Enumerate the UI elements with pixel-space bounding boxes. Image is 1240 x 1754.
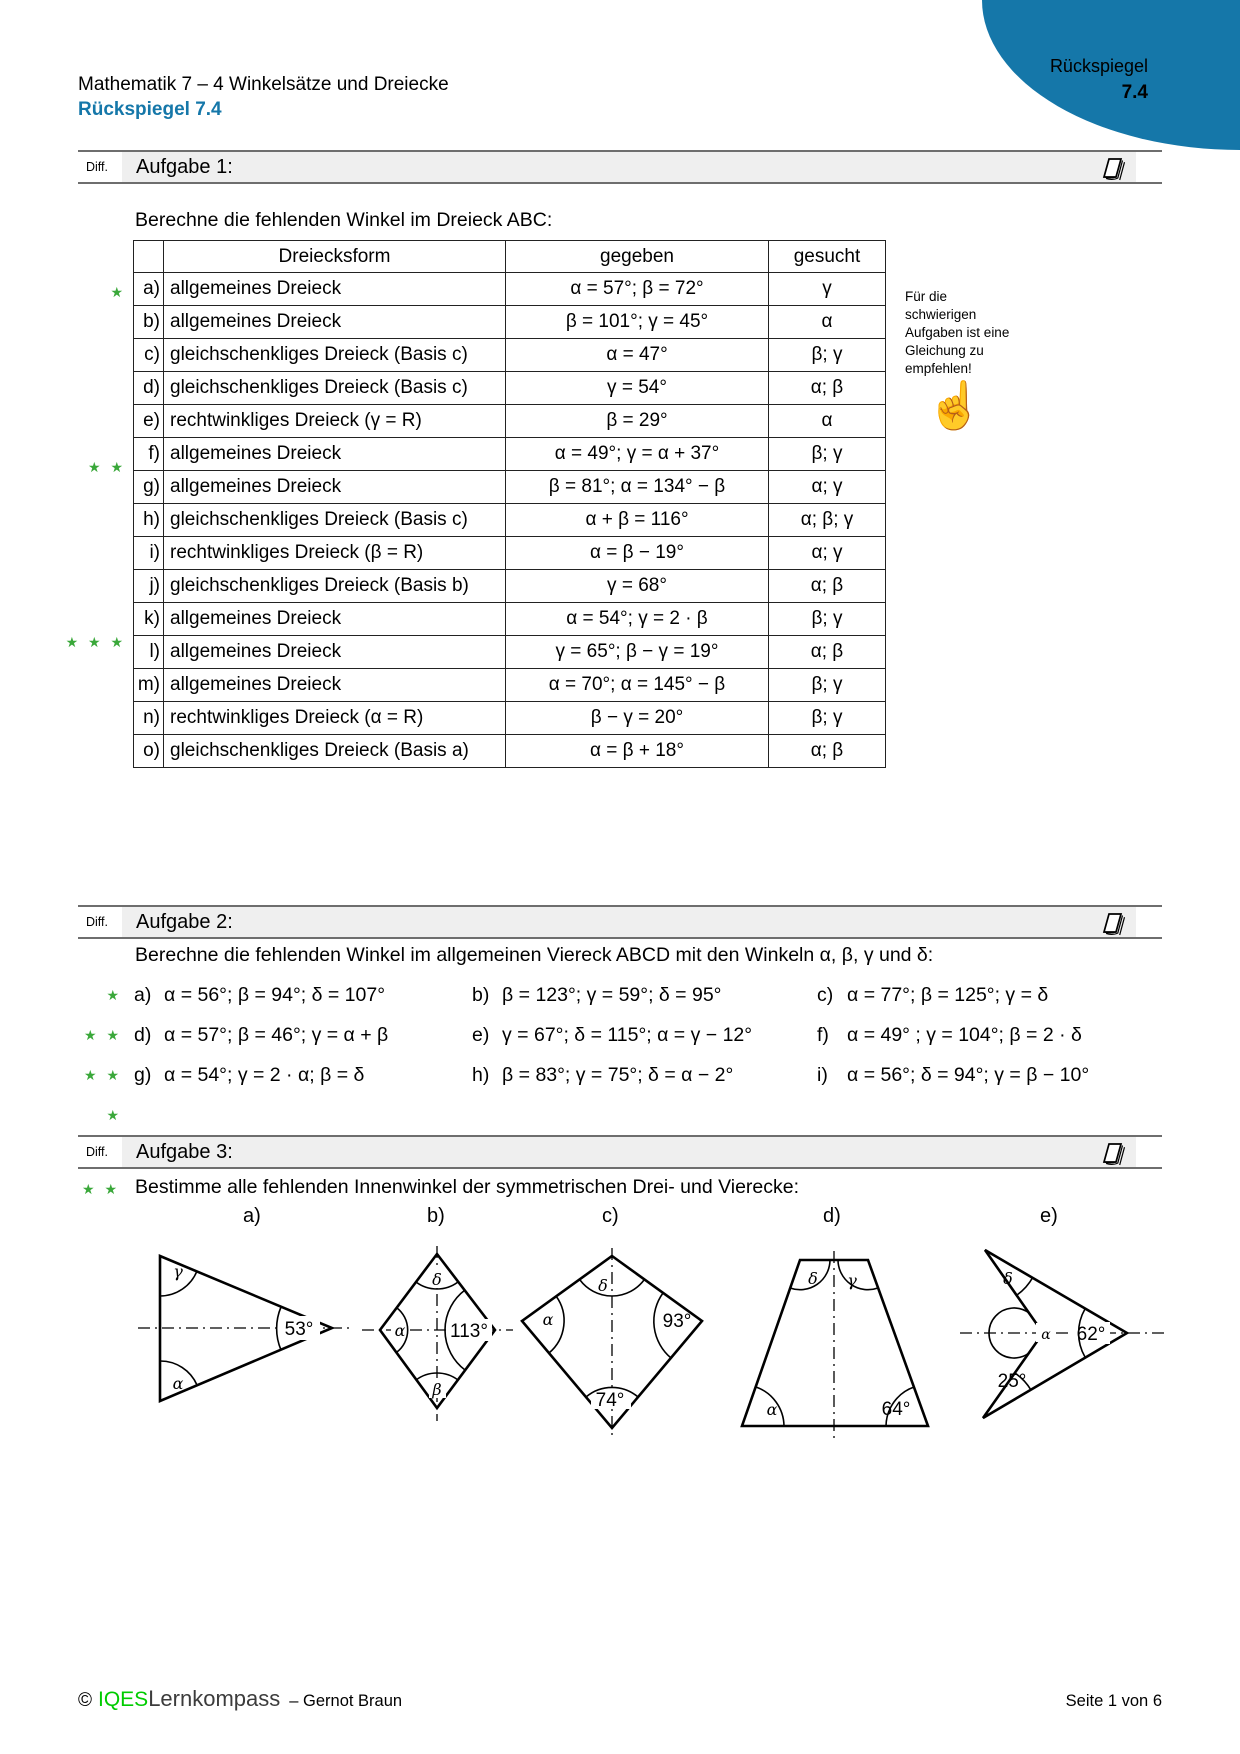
cell-form: allgemeines Dreieck (164, 306, 506, 339)
cell-wanted: α; β (769, 636, 886, 669)
angle-label-gamma: γ (173, 1262, 183, 1281)
angle-label-apex: 53° (284, 1319, 314, 1340)
angle-label-alpha: α (394, 1321, 406, 1340)
item-letter: h) (472, 1064, 490, 1086)
figure-e-label: e) (1040, 1205, 1058, 1227)
item-letter: g) (134, 1064, 152, 1086)
cell-given: α = β − 19° (506, 537, 769, 570)
cell-letter: g) (134, 471, 164, 504)
figure-d-trapezoid (720, 1243, 955, 1443)
angle-arc (1017, 1277, 1033, 1295)
cell-given: β − γ = 20° (506, 702, 769, 735)
task2-item (134, 1015, 472, 1055)
difficulty-stars (60, 660, 126, 695)
item-letter: a) (134, 984, 152, 1006)
item-text: α = 54°; γ = 2 · α; β = δ (164, 1064, 365, 1086)
task1-instruction: Berechne die fehlenden Winkel im Dreieck ABC: (135, 209, 553, 231)
cell-given: β = 81°; α = 134° − β (506, 471, 769, 504)
cell-form: rechtwinkliges Dreieck (β = R) (164, 537, 506, 570)
task2-title: Aufgabe 2: (136, 911, 233, 933)
difficulty-stars (60, 590, 126, 625)
cell-given: β = 101°; γ = 45° (506, 306, 769, 339)
cell-given: α = 47° (506, 339, 769, 372)
cell-given: α = β + 18° (506, 735, 769, 768)
task2-row (70, 1055, 1176, 1123)
cell-given: γ = 68° (506, 570, 769, 603)
task2-item (472, 1055, 817, 1095)
item-letter: c) (817, 984, 834, 1006)
cell-wanted: α; γ (769, 471, 886, 504)
cell-letter: d) (134, 372, 164, 405)
corner-tab-number: 7.4 (1121, 82, 1148, 103)
cell-wanted: β; γ (769, 603, 886, 636)
item-text: β = 123°; γ = 59°; δ = 95° (502, 984, 722, 1006)
footer (78, 1686, 402, 1712)
difficulty-stars (60, 415, 126, 450)
page-indicator: Seite 1 von 6 (1065, 1692, 1162, 1710)
table-row (134, 603, 886, 636)
difficulty-stars (60, 485, 126, 520)
angle-label-delta: δ (432, 1270, 442, 1289)
diff-label: Diff. (86, 160, 108, 174)
course-title: Mathematik 7 – 4 Winkelsätze und Dreiecke (78, 74, 449, 95)
cell-form: allgemeines Dreieck (164, 438, 506, 471)
difficulty-stars: ★ ★ (84, 1027, 122, 1043)
angle-label-tip: 62° (1076, 1324, 1106, 1345)
cell-given: α = 70°; α = 145° − β (506, 669, 769, 702)
item-text: α = 56°; δ = 94°; γ = β − 10° (847, 1064, 1090, 1086)
cell-given: α = 49°; γ = α + 37° (506, 438, 769, 471)
cell-wanted: α; β (769, 735, 886, 768)
task3-instruction: Bestimme alle fehlenden Innenwinkel der symmetrischen Drei- und Vierecke: (135, 1176, 800, 1198)
difficulty-stars (60, 380, 126, 415)
table-row (134, 471, 886, 504)
item-letter: b) (472, 984, 490, 1006)
item-text: α = 77°; β = 125°; γ = δ (847, 984, 1049, 1006)
task1-bar-fill (122, 152, 1136, 182)
task2-item (817, 1015, 1176, 1055)
item-letter: d) (134, 1024, 152, 1046)
table-row (134, 570, 886, 603)
figure-a-label: a) (243, 1205, 261, 1227)
angle-label-delta: δ (598, 1276, 608, 1295)
cell-letter: j) (134, 570, 164, 603)
figure-b-label: b) (427, 1205, 445, 1227)
task3-header-bar (78, 1135, 1162, 1169)
brand-lernkompass: Lernkompass (148, 1686, 281, 1711)
cell-wanted: α (769, 306, 886, 339)
cell-given: α = 54°; γ = 2 · β (506, 603, 769, 636)
item-letter: e) (472, 1024, 490, 1046)
difficulty-stars: ★ ★ (82, 1181, 120, 1197)
corner-tab-label: Rückspiegel (1049, 56, 1148, 76)
cell-wanted: γ (769, 273, 886, 306)
cell-wanted: β; γ (769, 702, 886, 735)
task3-bar-fill (122, 1137, 1136, 1167)
cell-form: rechtwinkliges Dreieck (γ = R) (164, 405, 506, 438)
difficulty-stars (60, 765, 126, 800)
cell-letter: e) (134, 405, 164, 438)
cell-form: allgemeines Dreieck (164, 669, 506, 702)
header-cell-form: Dreiecksform (164, 241, 506, 273)
cell-form: rechtwinkliges Dreieck (α = R) (164, 702, 506, 735)
corner-tab (982, 0, 1240, 150)
angle-label-right: 113° (450, 1321, 488, 1342)
cell-wanted: β; γ (769, 438, 886, 471)
brand-iqes: IQES (98, 1688, 149, 1711)
cell-wanted: α; γ (769, 537, 886, 570)
angle-label-alpha: α (172, 1374, 184, 1393)
cell-letter: c) (134, 339, 164, 372)
item-text: γ = 67°; δ = 115°; α = γ − 12° (502, 1024, 753, 1046)
cell-letter: n) (134, 702, 164, 735)
task2-row (70, 1015, 1176, 1055)
difficulty-stars (60, 520, 126, 555)
task1-star-gutter (60, 275, 126, 800)
cell-form: allgemeines Dreieck (164, 636, 506, 669)
table-row (134, 306, 886, 339)
angle-label-alpha: α (542, 1310, 554, 1329)
difficulty-stars: ★ (110, 284, 126, 300)
cell-wanted: α; β (769, 570, 886, 603)
cell-letter: l) (134, 636, 164, 669)
task2-bar-fill (122, 907, 1136, 937)
angle-label-alpha: α (1041, 1327, 1051, 1343)
task2-item (472, 975, 817, 1015)
table-row (134, 438, 886, 471)
figure-d-label: d) (823, 1205, 841, 1227)
figure-c-kite (505, 1243, 720, 1443)
cell-wanted: β; γ (769, 339, 886, 372)
difficulty-stars (60, 555, 126, 590)
cell-form: allgemeines Dreieck (164, 273, 506, 306)
task1-header-bar (78, 150, 1162, 184)
cell-form: gleichschenkliges Dreieck (Basis a) (164, 735, 506, 768)
table-header-row (134, 241, 886, 273)
item-letter: i) (817, 1064, 828, 1086)
figure-b-rhombus (355, 1243, 520, 1438)
footer-author: – Gernot Braun (289, 1692, 403, 1710)
header-cell-empty (134, 241, 164, 273)
cell-form: allgemeines Dreieck (164, 471, 506, 504)
cell-letter: m) (134, 669, 164, 702)
angle-label-right: 93° (662, 1311, 692, 1332)
cell-letter: k) (134, 603, 164, 636)
difficulty-stars: ★ (106, 987, 122, 1003)
cell-letter: b) (134, 306, 164, 339)
angle-label-delta: δ (808, 1269, 818, 1288)
booklet-icon (1100, 909, 1128, 942)
difficulty-stars (60, 730, 126, 765)
cell-letter: a) (134, 273, 164, 306)
cell-given: β = 29° (506, 405, 769, 438)
pointing-hand-icon: ☝ (926, 379, 984, 431)
copyright-symbol: © (78, 1690, 92, 1711)
task3-title: Aufgabe 3: (136, 1141, 233, 1163)
cell-wanted: α; β (769, 372, 886, 405)
table-row (134, 636, 886, 669)
item-text: α = 56°; β = 94°; δ = 107° (164, 984, 385, 1006)
table-row (134, 504, 886, 537)
table-row (134, 372, 886, 405)
item-text: α = 57°; β = 46°; γ = α + β (164, 1024, 389, 1046)
cell-wanted: β; γ (769, 669, 886, 702)
table-row (134, 735, 886, 768)
difficulty-stars (60, 695, 126, 730)
angle-label-delta: δ (1003, 1269, 1013, 1288)
cell-given: α = 57°; β = 72° (506, 273, 769, 306)
table-row (134, 669, 886, 702)
figure-c-label: c) (602, 1205, 619, 1227)
figure-a-triangle (130, 1243, 360, 1433)
diff-label: Diff. (86, 1145, 108, 1159)
angle-label-alpha: α (766, 1400, 778, 1419)
cell-form: gleichschenkliges Dreieck (Basis c) (164, 372, 506, 405)
item-text: β = 83°; γ = 75°; δ = α − 2° (502, 1064, 734, 1086)
task2-item (817, 1055, 1176, 1095)
task2-item (134, 975, 472, 1015)
angle-label-bottom: 74° (595, 1390, 625, 1411)
table-row (134, 273, 886, 306)
table-row (134, 339, 886, 372)
page-subtitle: Rückspiegel 7.4 (78, 99, 222, 120)
diff-label: Diff. (86, 915, 108, 929)
cell-given: γ = 54° (506, 372, 769, 405)
cell-form: gleichschenkliges Dreieck (Basis b) (164, 570, 506, 603)
angle-label-bottom-right: 64° (881, 1399, 911, 1420)
cell-given: α + β = 116° (506, 504, 769, 537)
task2-item (134, 1055, 472, 1095)
difficulty-note: Für die schwierigen Aufgaben ist eine Gleichung zu empfehlen! (905, 289, 1010, 376)
table-row (134, 537, 886, 570)
item-letter: f) (817, 1024, 829, 1046)
cell-form: gleichschenkliges Dreieck (Basis c) (164, 339, 506, 372)
task2-row (70, 975, 1176, 1015)
difficulty-stars: ★ ★ ★ (84, 1067, 122, 1123)
booklet-icon (1100, 1139, 1128, 1172)
difficulty-stars: ★ ★ ★ (65, 634, 126, 650)
difficulty-stars (60, 345, 126, 380)
cell-letter: i) (134, 537, 164, 570)
task2-item (817, 975, 1176, 1015)
cell-letter: o) (134, 735, 164, 768)
task1-title: Aufgabe 1: (136, 156, 233, 178)
cell-form: gleichschenkliges Dreieck (Basis c) (164, 504, 506, 537)
difficulty-stars (60, 310, 126, 345)
figure-e-dart (950, 1243, 1175, 1443)
angle-label-bottom: 25° (997, 1371, 1027, 1392)
header-cell-wanted: gesucht (769, 241, 886, 273)
cell-given: γ = 65°; β − γ = 19° (506, 636, 769, 669)
task2-header-bar (78, 905, 1162, 939)
cell-form: allgemeines Dreieck (164, 603, 506, 636)
cell-letter: f) (134, 438, 164, 471)
table-row (134, 702, 886, 735)
table-row (134, 405, 886, 438)
task2-instruction: Berechne die fehlenden Winkel im allgemeinen Viereck ABCD mit den Winkeln α, β, γ und δ: (135, 944, 934, 966)
difficulty-stars: ★ ★ (88, 459, 126, 475)
angle-label-gamma: γ (847, 1271, 857, 1290)
cell-letter: h) (134, 504, 164, 537)
angle-label-beta: β (432, 1380, 442, 1399)
angles-table (133, 240, 886, 768)
item-text: α = 49° ; γ = 104°; β = 2 · δ (847, 1024, 1082, 1046)
cell-wanted: α (769, 405, 886, 438)
task2-item (472, 1015, 817, 1055)
cell-wanted: α; β; γ (769, 504, 886, 537)
header-cell-given: gegeben (506, 241, 769, 273)
booklet-icon (1100, 154, 1128, 187)
